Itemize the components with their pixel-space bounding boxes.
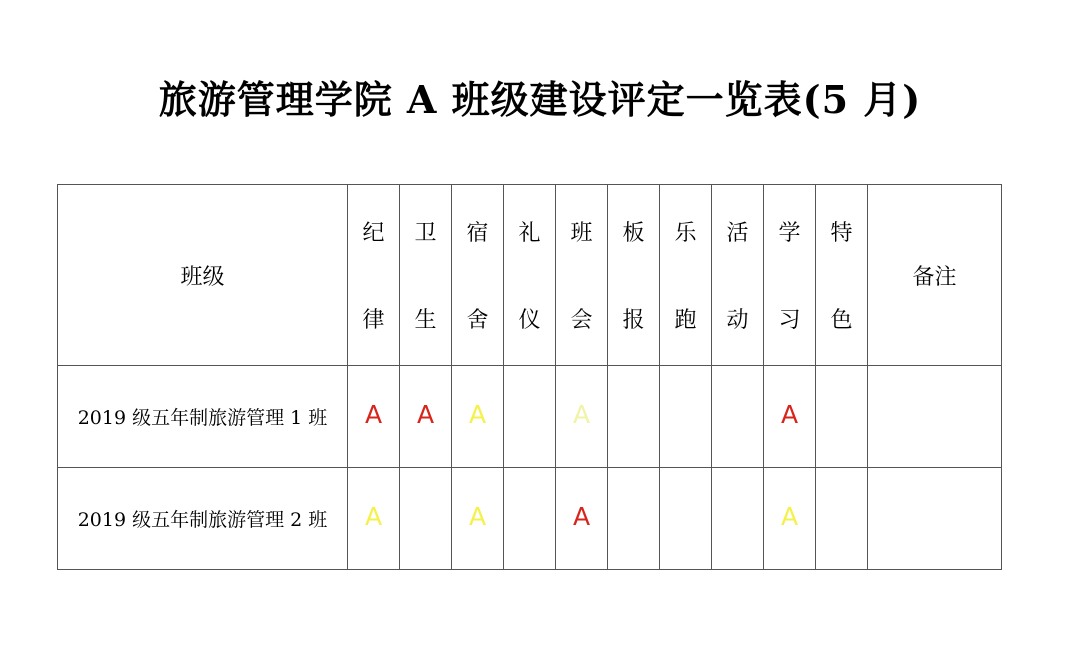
grade-cell [400,366,452,468]
class-rating-table [57,184,1002,570]
category-char: 班 [570,221,593,246]
category-char: 报 [622,308,645,333]
category-header-discipline [348,185,400,366]
grade-cell [400,468,452,570]
grade-cell [452,366,504,468]
grade-cell [504,366,556,468]
class-column-header: 班级 [58,185,348,366]
category-header-feature [816,185,868,366]
grade-mark: A [780,400,799,429]
grade-mark: A [364,400,383,429]
category-header-class-meeting [556,185,608,366]
category-char: 礼 [518,221,541,246]
category-char: 会 [570,308,593,333]
grade-cell [712,366,764,468]
grade-cell [712,468,764,570]
grade-mark: A [572,400,591,429]
notes-cell [868,468,1002,570]
grade-cell [816,468,868,570]
class-name-cell: 2019 级五年制旅游管理 2 班 [58,468,348,570]
table-row [58,468,1002,570]
header-row [58,185,1002,366]
class-name-cell: 2019 级五年制旅游管理 1 班 [58,366,348,468]
category-char: 卫 [414,221,437,246]
category-char: 乐 [674,221,697,246]
category-char: 板 [622,221,645,246]
category-char: 舍 [466,308,489,333]
category-char: 生 [414,308,437,333]
grade-mark: A [468,400,487,429]
grade-cell [608,468,660,570]
category-char: 动 [726,308,749,333]
grade-cell [348,366,400,468]
category-char: 跑 [674,308,697,333]
category-header-hygiene [400,185,452,366]
category-header-running [660,185,712,366]
grade-mark: A [572,502,591,531]
category-header-study [764,185,816,366]
grade-mark: A [416,400,435,429]
grade-mark: A [780,502,799,531]
category-header-blackboard [608,185,660,366]
category-char: 习 [778,308,801,333]
grade-cell [348,468,400,570]
category-char: 纪 [362,221,385,246]
grade-cell [660,468,712,570]
grade-mark: A [468,502,487,531]
category-header-dormitory [452,185,504,366]
grade-cell [556,468,608,570]
category-char: 特 [830,221,853,246]
grade-cell [764,468,816,570]
grade-mark: A [364,502,383,531]
grade-cell [556,366,608,468]
category-char: 色 [830,308,853,333]
category-char: 活 [726,221,749,246]
grade-cell [816,366,868,468]
grade-cell [764,366,816,468]
category-header-activity [712,185,764,366]
category-char: 宿 [466,221,489,246]
notes-cell [868,366,1002,468]
category-header-etiquette [504,185,556,366]
grade-cell [608,366,660,468]
grade-cell [504,468,556,570]
category-char: 律 [362,308,385,333]
table-row [58,366,1002,468]
category-char: 仪 [518,308,541,333]
page-title: 旅游管理学院 A 班级建设评定一览表(5 月) [158,77,922,122]
notes-column-header: 备注 [868,185,1002,366]
grade-cell [452,468,504,570]
category-char: 学 [778,221,801,246]
grade-cell [660,366,712,468]
